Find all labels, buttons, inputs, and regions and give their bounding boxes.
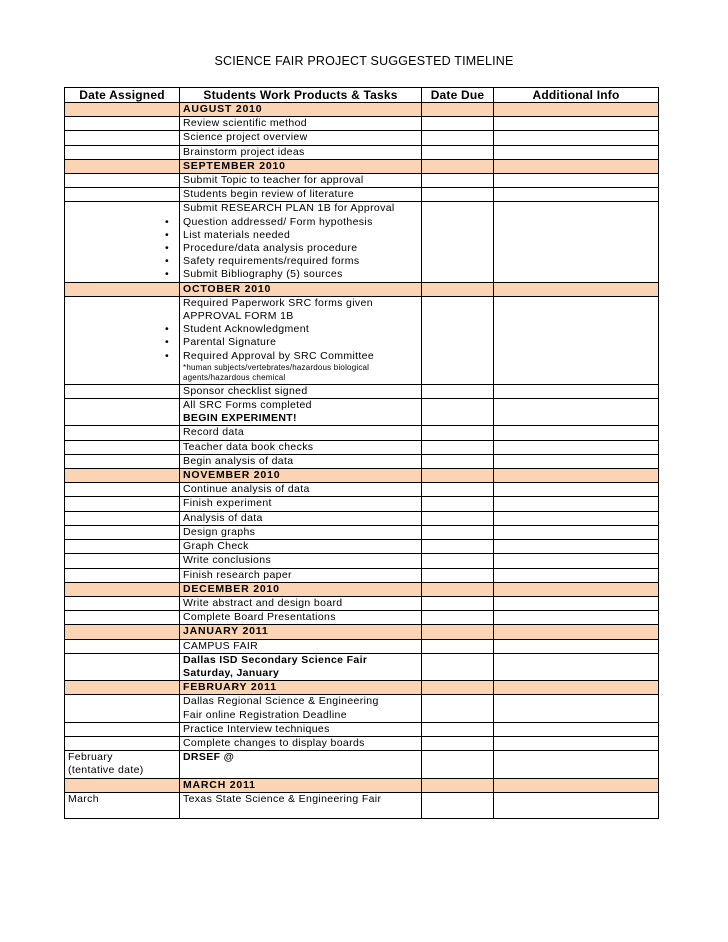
month-label: OCTOBER 2010 <box>180 282 422 296</box>
table-row <box>65 384 659 398</box>
month-row <box>65 282 659 296</box>
date-text: February <box>68 751 113 764</box>
task-cell <box>180 695 422 722</box>
table-row <box>65 525 659 539</box>
month-label: AUGUST 2010 <box>180 103 422 117</box>
table-row <box>65 554 659 568</box>
task-cell: Finish research paper <box>180 568 422 582</box>
task-cell <box>180 653 422 680</box>
month-label: JANUARY 2011 <box>180 625 422 639</box>
task-text: Required Paperwork SRC forms given <box>183 296 373 309</box>
month-label: DECEMBER 2010 <box>180 582 422 596</box>
page-title: SCIENCE FAIR PROJECT SUGGESTED TIMELINE <box>214 54 514 68</box>
task-cell: Design graphs <box>180 525 422 539</box>
task-text: Saturday, January <box>183 666 280 679</box>
table-row <box>65 792 659 818</box>
month-row <box>65 778 659 792</box>
table-row <box>65 131 659 145</box>
task-cell: Teacher data book checks <box>180 440 422 454</box>
task-cell: Complete Board Presentations <box>180 611 422 625</box>
table-row <box>65 145 659 159</box>
table-row <box>65 722 659 736</box>
task-cell: Graph Check <box>180 540 422 554</box>
bullet-item: • Procedure/data analysis procedure <box>183 242 418 255</box>
timeline-table <box>64 87 659 819</box>
date-cell <box>65 751 180 778</box>
table-row <box>65 596 659 610</box>
table-row <box>65 426 659 440</box>
task-cell: CAMPUS FAIR <box>180 639 422 653</box>
header-date-due: Date Due <box>422 88 494 103</box>
month-row <box>65 469 659 483</box>
task-cell: Begin analysis of data <box>180 454 422 468</box>
table-row <box>65 695 659 722</box>
task-text: Dallas ISD Secondary Science Fair <box>183 653 368 666</box>
month-row <box>65 159 659 173</box>
table-row <box>65 736 659 750</box>
month-row <box>65 582 659 596</box>
bullet-item: • Submit Bibliography (5) sources <box>183 268 418 281</box>
table-row <box>65 483 659 497</box>
month-row <box>65 103 659 117</box>
task-cell: Continue analysis of data <box>180 483 422 497</box>
table-row <box>65 639 659 653</box>
task-cell: Science project overview <box>180 131 422 145</box>
bullet-item: • List materials needed <box>183 229 418 242</box>
task-text: All SRC Forms completed <box>183 399 312 412</box>
table-row <box>65 511 659 525</box>
task-text: BEGIN EXPERIMENT! <box>183 412 297 425</box>
table-row <box>65 399 659 426</box>
task-cell: Write abstract and design board <box>180 596 422 610</box>
table-row <box>65 568 659 582</box>
footnote-text: *human subjects/vertebrates/hazardous biological agents/hazardous chemical <box>183 362 370 383</box>
task-cell <box>180 399 422 426</box>
task-text: APPROVAL FORM 1B <box>183 310 294 323</box>
table-row <box>65 497 659 511</box>
task-cell: Write conclusions <box>180 554 422 568</box>
header-date-assigned: Date Assigned <box>65 88 180 103</box>
task-cell: Brainstorm project ideas <box>180 145 422 159</box>
table-row <box>65 117 659 131</box>
table-row <box>65 454 659 468</box>
task-cell: Students begin review of literature <box>180 188 422 202</box>
task-cell: Texas State Science & Engineering Fair <box>180 792 422 818</box>
month-label: NOVEMBER 2010 <box>180 469 422 483</box>
month-label: FEBRUARY 2011 <box>180 681 422 695</box>
header-tasks: Students Work Products & Tasks <box>180 88 422 103</box>
task-cell: Submit Topic to teacher for approval <box>180 174 422 188</box>
bullet-item: • Safety requirements/required forms <box>183 255 418 268</box>
task-cell <box>180 202 422 282</box>
bullet-item: • Parental Signature <box>183 336 418 349</box>
table-row <box>65 440 659 454</box>
task-cell: Complete changes to display boards <box>180 736 422 750</box>
task-cell <box>180 296 422 384</box>
table-row <box>65 174 659 188</box>
date-cell: March <box>65 792 180 818</box>
task-cell: Sponsor checklist signed <box>180 384 422 398</box>
table-row <box>65 540 659 554</box>
header-additional-info: Additional Info <box>494 88 659 103</box>
task-cell: DRSEF @ <box>180 751 422 778</box>
task-cell: Finish experiment <box>180 497 422 511</box>
task-cell: Practice Interview techniques <box>180 722 422 736</box>
bullet-list <box>183 323 418 363</box>
task-text: Dallas Regional Science & Engineering <box>183 695 379 708</box>
date-text: (tentative date) <box>68 764 144 777</box>
bullet-list <box>183 216 418 282</box>
header-row <box>65 88 659 103</box>
table-row <box>65 751 659 778</box>
task-cell: Record data <box>180 426 422 440</box>
bullet-item: • Required Approval by SRC Committee <box>183 350 418 363</box>
month-label: MARCH 2011 <box>180 778 422 792</box>
table-row <box>65 188 659 202</box>
task-cell: Review scientific method <box>180 117 422 131</box>
task-text: Fair online Registration Deadline <box>183 708 347 721</box>
bullet-item: • Student Acknowledgment <box>183 323 418 336</box>
table-row <box>65 611 659 625</box>
month-row <box>65 625 659 639</box>
table-row <box>65 202 659 282</box>
task-cell: Analysis of data <box>180 511 422 525</box>
month-row <box>65 681 659 695</box>
bullet-item: • Question addressed/ Form hypothesis <box>183 216 418 229</box>
task-text: Submit RESEARCH PLAN 1B for Approval <box>183 202 395 215</box>
table-row <box>65 296 659 384</box>
table-row <box>65 653 659 680</box>
month-label: SEPTEMBER 2010 <box>180 159 422 173</box>
